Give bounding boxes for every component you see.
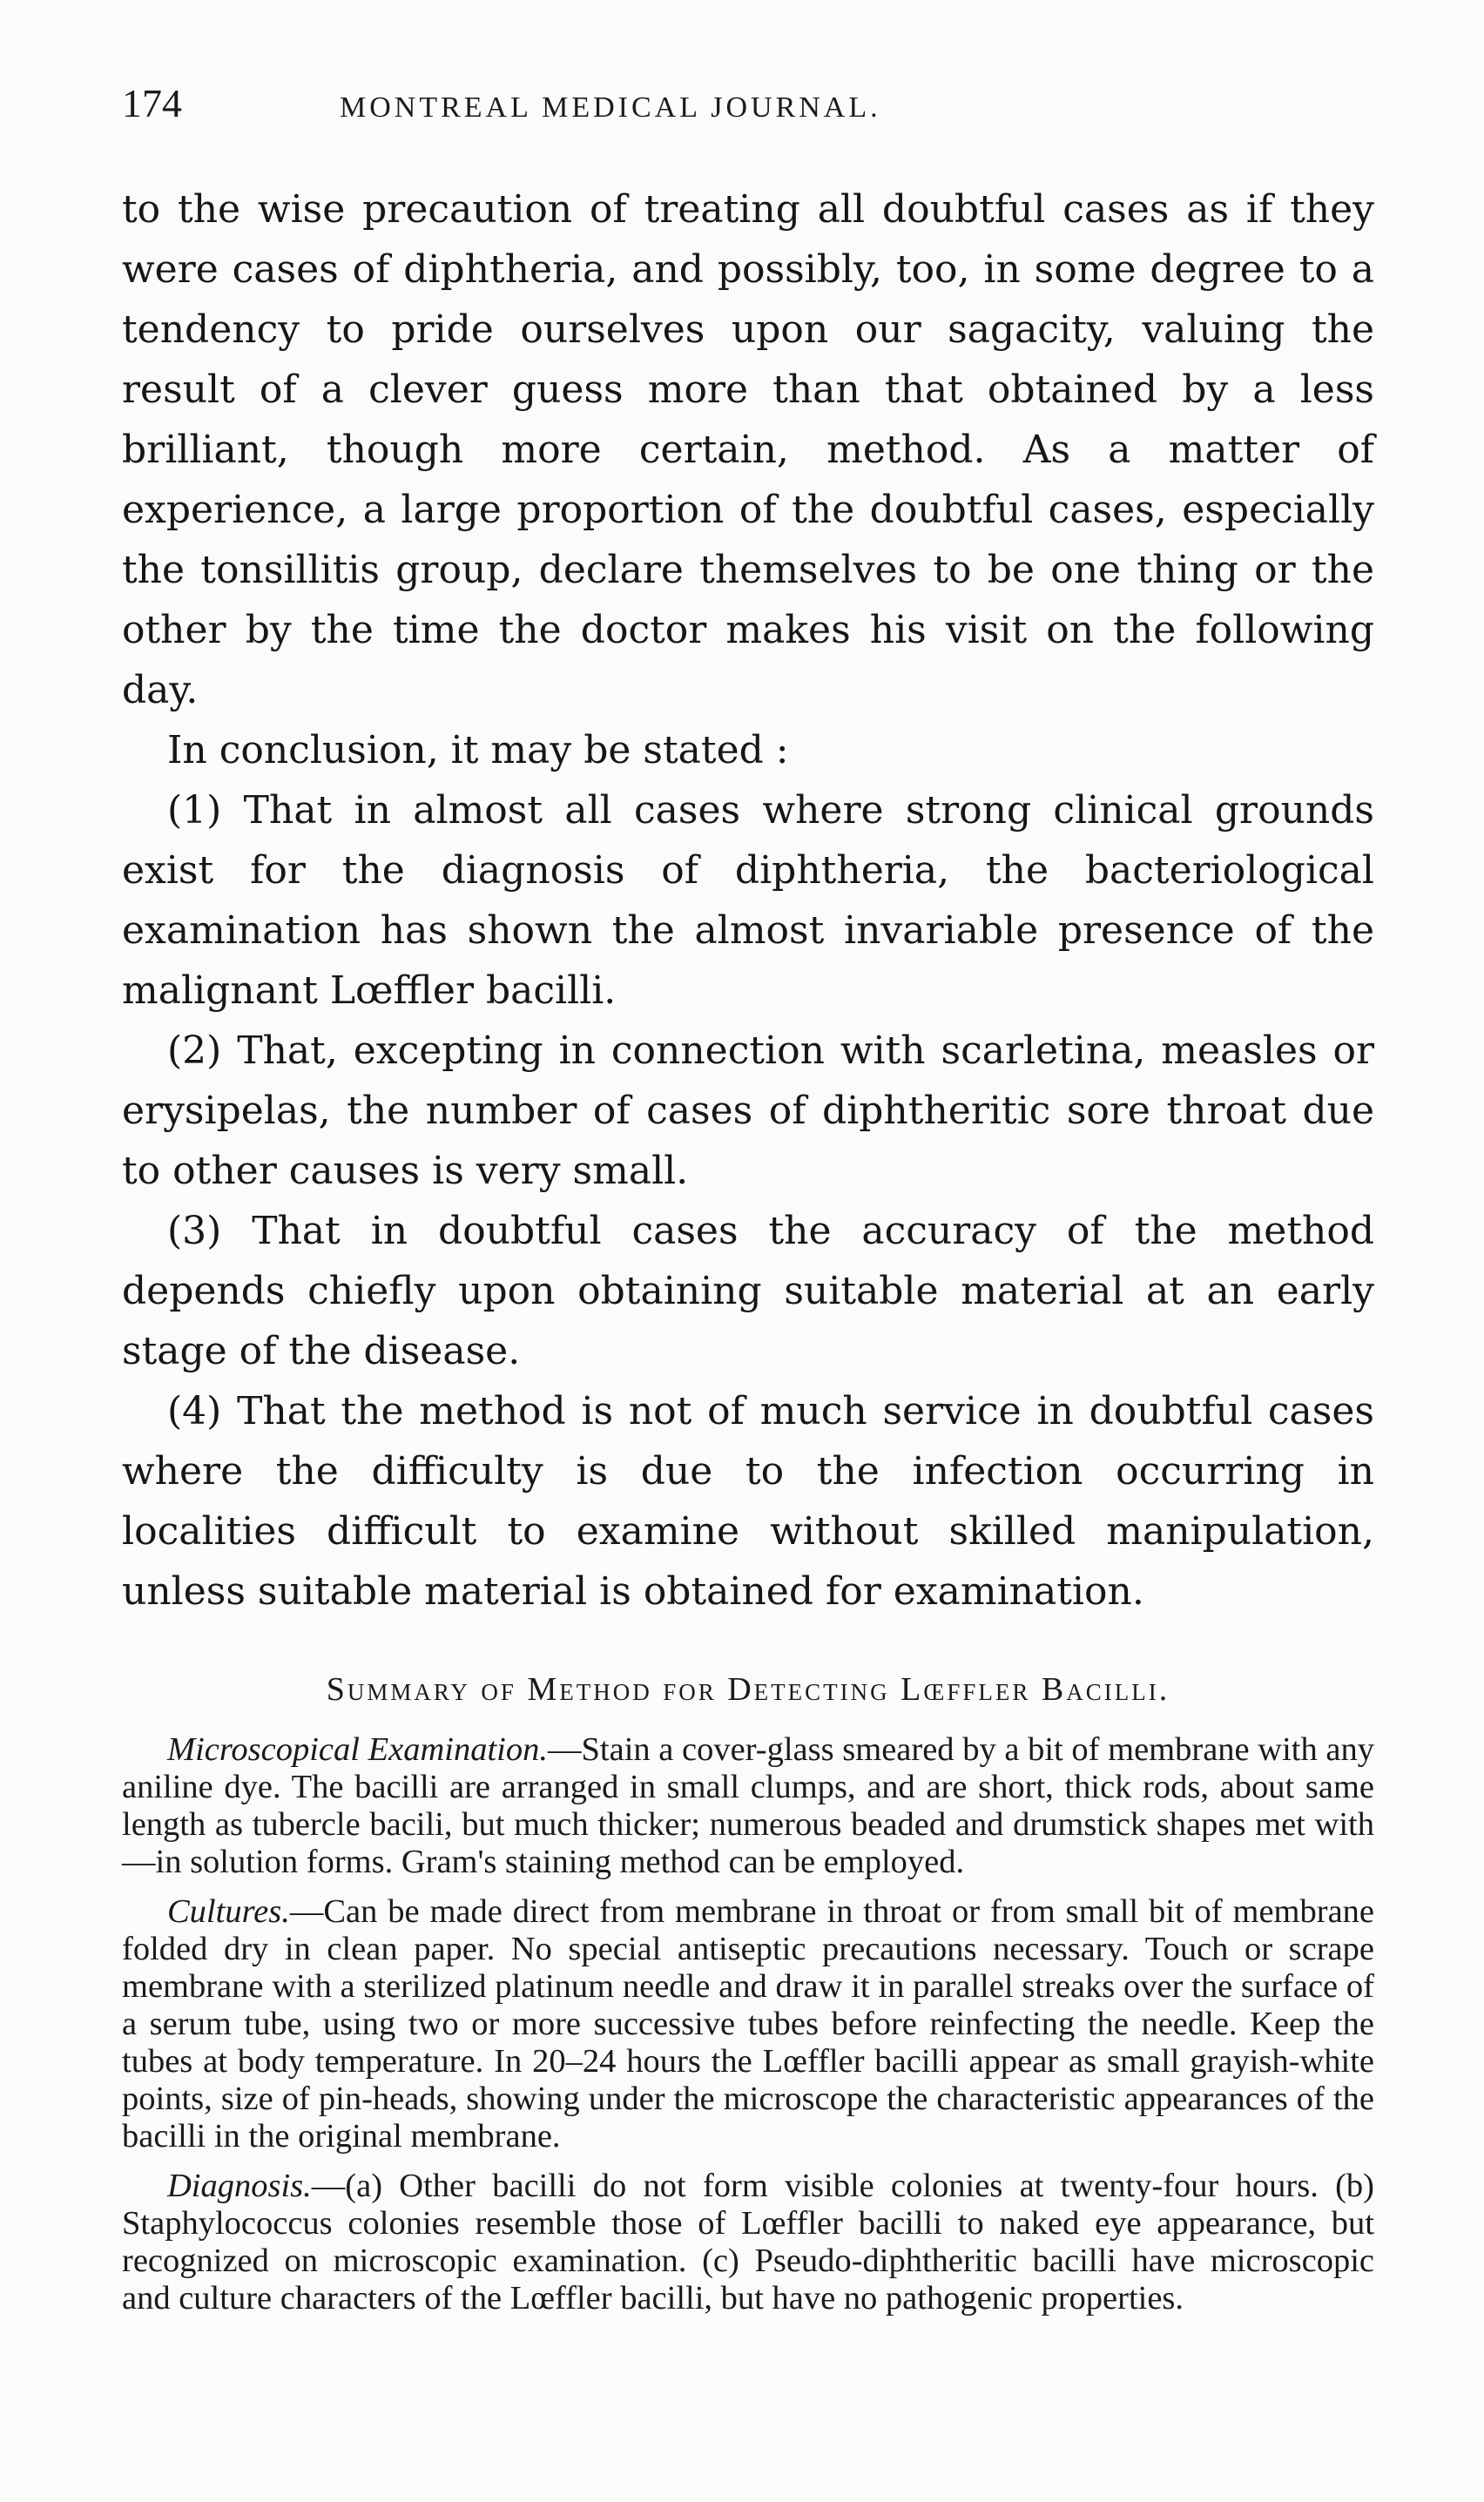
conclusion-intro: In conclusion, it may be stated : xyxy=(167,728,789,772)
conclusion-item-2: (2) That, excepting in connection with scarletina, measles or erysipelas, the number of cases of diphtheritic sore throat due to other causes is very small. xyxy=(122,1028,1374,1193)
summary-diagnosis-label: Diagnosis. xyxy=(167,2168,312,2204)
conclusion-item-3: (3) That in doubtful cases the accuracy of the method depends chiefly upon obtaining suitable material at an early stage of the disease. xyxy=(122,1209,1374,1373)
summary-cultures-text: —Can be made direct from membrane in throat or from small bit of membrane folded dry in clean paper. No special antiseptic precautions necessary. Touch or scrape membrane with a sterilized platinum needle and draw it in parallel streaks over the surface of a serum tube, using two or more successive tubes before reinfecting the needle. Keep the tubes at body temperature. In 20–24 hours the Lœffler bacilli appear as small grayish-white points, size of pin-heads, showing under the microscope the characteristic appearances of the bacilli in the original membrane. xyxy=(122,1893,1374,2155)
summary-microscopical xyxy=(122,1731,1374,1881)
summary-microscopical-text: —Stain a cover-glass smeared by a bit of membrane with any aniline dye. The bacilli are arranged in small clumps, and are short, thick rods, about same length as tubercle bacili, but much thicker; numerous beaded and drumstick shapes met with —in solution forms. Gram's staining method can be employed. xyxy=(122,1731,1374,1880)
summary-diagnosis-text: —(a) Other bacilli do not form visible colonies at twenty-four hours. (b) Staphylococcus colonies resemble those of Lœffler bacilli to naked eye appearance, but recognized on microscopic examination. (c) Pseudo-diphtheritic bacilli have microscopic and culture characters of the Lœffler bacilli, but have no pathogenic properties. xyxy=(122,2168,1374,2317)
summary-diagnosis xyxy=(122,2168,1374,2317)
summary-cultures-label: Cultures. xyxy=(167,1893,290,1930)
summary-cultures xyxy=(122,1893,1374,2155)
summary-microscopical-label: Microscopical Examination. xyxy=(167,1731,548,1768)
conclusion-item-4: (4) That the method is not of much service in doubtful cases where the difficulty is due to the infection occurring in localities difficult to examine without skilled manipulation, unless suitable material is obtained for examination. xyxy=(122,1389,1374,1614)
running-head xyxy=(122,80,1374,136)
journal-title: MONTREAL MEDICAL JOURNAL. xyxy=(340,91,881,124)
paragraph-continuation: to the wise precaution of treating all doubtful cases as if they were cases of diphtheria, and possibly, too, in some degree to a tendency to pride ourselves upon our sagacity, valuing the result of a clever guess more than that obtained by a less brilliant, though more certain, method. As a matter of experience, a large proportion of the doubtful cases, especially the tonsillitis group, declare themselves to be one thing or the other by the time the doctor makes his visit on the following day. xyxy=(122,187,1374,712)
conclusion-item-1: (1) That in almost all cases where strong clinical grounds exist for the diagnosis of diphtheria, the bacteriological examination has shown the almost invariable presence of the malignant Lœffler bacilli. xyxy=(122,788,1374,1013)
article-body xyxy=(122,179,1374,1622)
page-number: 174 xyxy=(122,81,182,125)
summary-heading: Summary of Method for Detecting Lœffler Bacilli. xyxy=(326,1671,1170,1708)
summary-body xyxy=(122,1731,1374,2317)
